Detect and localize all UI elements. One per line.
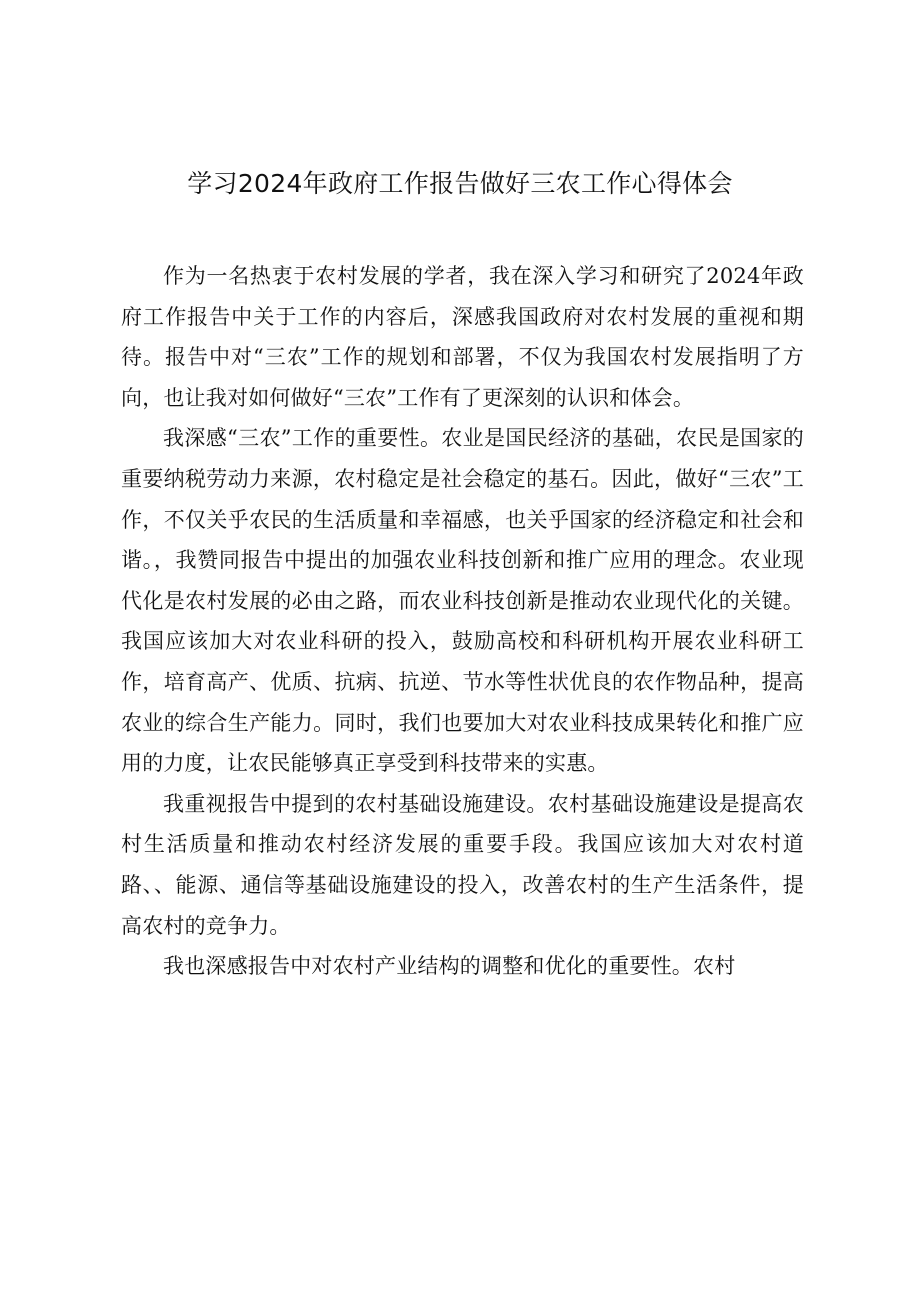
paragraph-4: 我也深感报告中对农村产业结构的调整和优化的重要性。农村 [163, 954, 736, 979]
paragraph-2: 我深感“三农”工作的重要性。农业是国民经济的基础，农民是国家的重要纳税劳动力来源，农村稳定是社会稳定的基石。因此，做好“三农”工作，不仅关乎农民的生活质量和幸福感，也关乎国家的经济稳定和社会和谐。，我赞同报告中提出的加强农业科技创新和推广应用的理念。农业现代化是农村发展的必由之路，而农业科技创新是推动农业现代化的关键。我国应该加大对农业科研的投入，鼓励高校和科研机构开展农业科研工作，培育高产、优质、抗病、抗逆、节水等性状优良的农作物品种，提高农业的综合生产能力。同时，我们也要加大对农业科技成果转化和推广应用的力度，让农民能够真正享受到科技带来的实惠。 [121, 426, 804, 776]
document-title: 学习2024年政府工作报告做好三农工作心得体会 [187, 169, 733, 198]
paragraph-1: 作为一名热衷于农村发展的学者，我在深入学习和研究了2024年政府工作报告中关于工作的内容后，深感我国政府对农村发展的重视和期待。报告中对“三农”工作的规划和部署，不仅为我国农村发展指明了方向，也让我对如何做好“三农”工作有了更深刻的认识和体会。 [121, 264, 804, 410]
paragraph-3: 我重视报告中提到的农村基础设施建设。农村基础设施建设是提高农村生活质量和推动农村经济发展的重要手段。我国应该加大对农村道路、、能源、通信等基础设施建设的投入，改善农村的生产生活条件，提高农村的竞争力。 [121, 791, 804, 938]
document-body [121, 256, 804, 987]
